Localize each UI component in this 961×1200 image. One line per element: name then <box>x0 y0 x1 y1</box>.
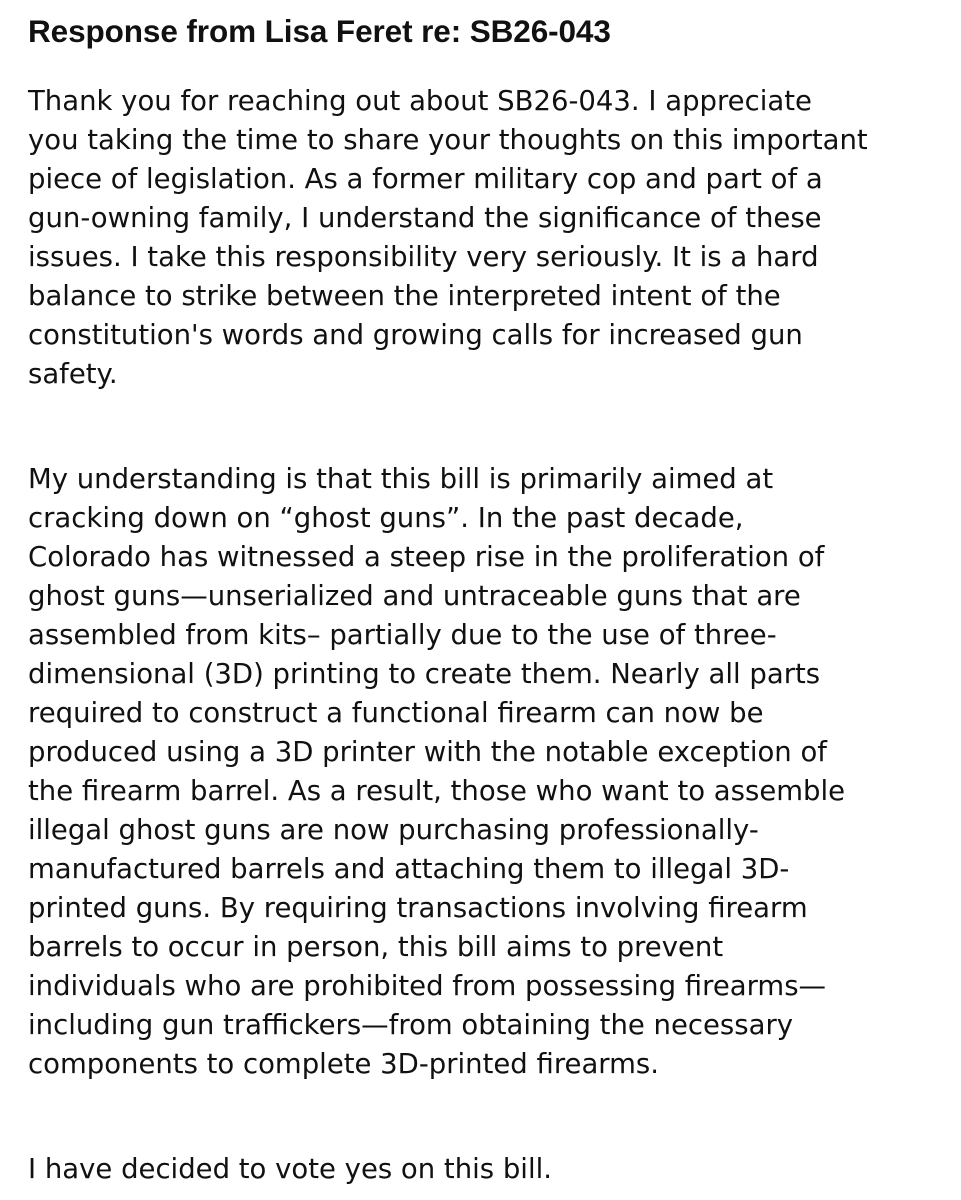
document-title: Response from Lisa Feret re: SB26-043 <box>28 13 611 49</box>
paragraph-2-line: Colorado has witnessed a steep rise in the proliferation of <box>28 541 825 573</box>
paragraph-1-line: safety. <box>28 358 118 390</box>
paragraph-1-line: you taking the time to share your thoughts on this important <box>28 124 868 156</box>
paragraph-1-line: piece of legislation. As a former military cop and part of a <box>28 163 823 195</box>
paragraph-2-line: manufactured barrels and attaching them to illegal 3D- <box>28 853 790 885</box>
paragraph-2-line: including gun traffickers—from obtaining the necessary <box>28 1009 794 1041</box>
paragraph-2-line: illegal ghost guns are now purchasing professionally- <box>28 814 759 846</box>
paragraph-2-line: dimensional (3D) printing to create them. Nearly all parts <box>28 658 821 690</box>
paragraph-2-line: produced using a 3D printer with the notable exception of <box>28 736 827 768</box>
paragraph-2-line: cracking down on “ghost guns”. In the past decade, <box>28 502 744 534</box>
paragraph-1-line: constitution's words and growing calls for increased gun <box>28 319 803 351</box>
paragraph-2-line: required to construct a functional firearm can now be <box>28 697 764 729</box>
paragraph-1-line: gun-owning family, I understand the significance of these <box>28 202 822 234</box>
paragraph-1-line: Thank you for reaching out about SB26-043. I appreciate <box>28 85 812 117</box>
paragraph-2-line: printed guns. By requiring transactions involving firearm <box>28 892 808 924</box>
paragraph-2-line: assembled from kits– partially due to the use of three- <box>28 619 777 651</box>
paragraph-2-line: ghost guns—unserialized and untraceable guns that are <box>28 580 801 612</box>
paragraph-2-line: barrels to occur in person, this bill aims to prevent <box>28 931 724 963</box>
paragraph-1-line: balance to strike between the interpreted intent of the <box>28 280 781 312</box>
paragraph-2-line: components to complete 3D-printed firearms. <box>28 1048 659 1080</box>
decision-statement: I have decided to vote yes on this bill. <box>28 1153 552 1185</box>
paragraph-2-line: the firearm barrel. As a result, those who want to assemble <box>28 775 846 807</box>
paragraph-2-line: My understanding is that this bill is primarily aimed at <box>28 463 774 495</box>
paragraph-2-line: individuals who are prohibited from possessing firearms— <box>28 970 827 1002</box>
paragraph-1-line: issues. I take this responsibility very seriously. It is a hard <box>28 241 819 273</box>
